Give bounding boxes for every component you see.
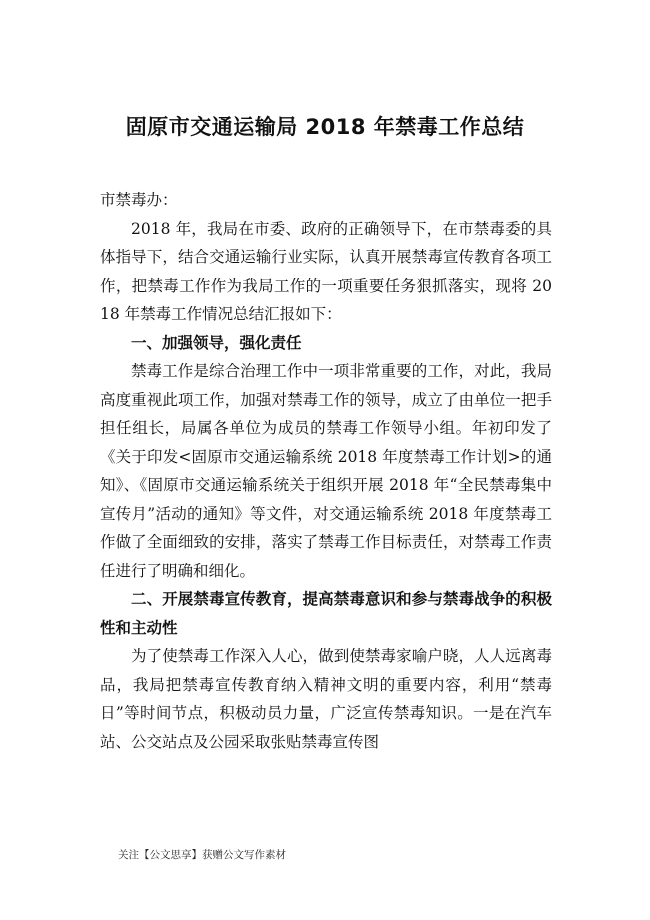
section-2-heading: 二、开展禁毒宣传教育，提高禁毒意识和参与禁毒战争的积极性和主动性 <box>100 590 552 637</box>
section-2-paragraph: 为了使禁毒工作深入人心，做到使禁毒家喻户晓，人人远离毒品，我局把禁毒宣传教育纳入精神文明的重要内容，利用“禁毒日”等时间节点，积极动员力量，广泛宣传禁毒知识。一是在汽车站、公交站点及公园采取张贴禁毒宣传图 <box>100 647 552 751</box>
section-1-heading: 一、加强领导，强化责任 <box>131 333 302 352</box>
document-body <box>100 186 552 756</box>
footer-note: 关注【公文思享】获赠公文写作素材 <box>118 849 286 861</box>
section-1-paragraph: 禁毒工作是综合治理工作中一项非常重要的工作，对此，我局高度重视此项工作，加强对禁毒工作的领导，成立了由单位一把手担任组长，局属各单位为成员的禁毒工作领导小组。年初印发了《关于印发<固原市交通运输系统 2018 年度禁毒工作计划>的通知》、《固原市交通运输系统关于组织开展 2018 年“全民禁毒集中宣传月”活动的通知》等文件，对交通运输系统 2018 年度禁毒工作做了全面细致的安排，落实了禁毒工作目标责任，对禁毒工作责任进行了明确和细化。 <box>100 362 552 580</box>
salutation: 市禁毒办： <box>100 191 178 209</box>
document-title: 固原市交通运输局 2018 年禁毒工作总结 <box>125 115 525 139</box>
intro-paragraph: 2018 年，我局在市委、政府的正确领导下，在市禁毒委的具体指导下，结合交通运输行业实际，认真开展禁毒宣传教育各项工作，把禁毒工作作为我局工作的一项重要任务狠抓落实，现将 2018 年禁毒工作情况总结汇报如下： <box>100 219 552 323</box>
